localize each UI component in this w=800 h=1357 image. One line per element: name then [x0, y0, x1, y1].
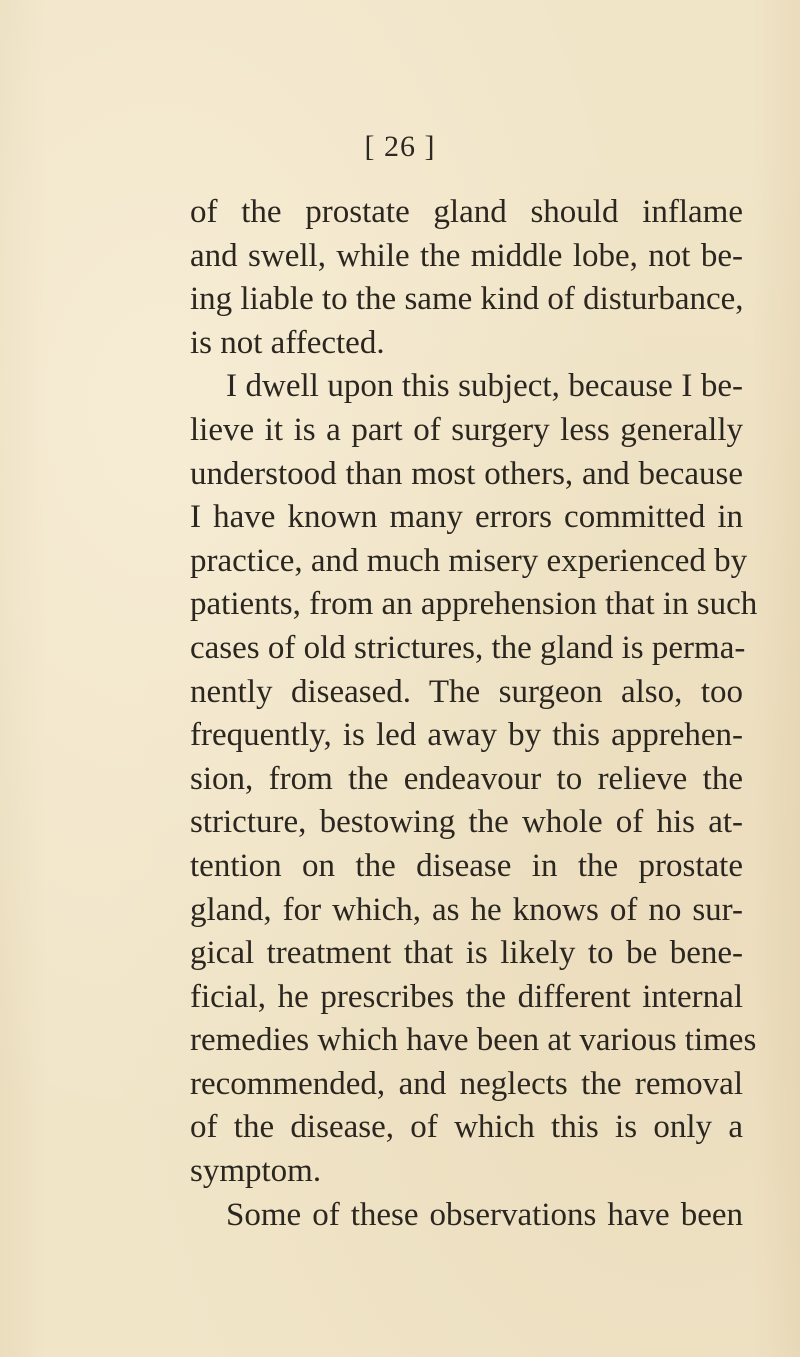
- text-line: lieve it is a part of surgery less generally: [190, 411, 743, 448]
- text-line: sion, from the endeavour to relieve the: [190, 760, 743, 797]
- text-line: I dwell upon this subject, because I be-: [226, 368, 743, 405]
- page-number: [ 26 ]: [364, 130, 436, 163]
- text-line: I have known many errors committed in: [190, 499, 743, 536]
- text-line: ing liable to the same kind of disturbance,: [190, 281, 744, 318]
- text-line: patients, from an apprehension that in such: [190, 586, 758, 623]
- text-line: Some of these observations have been: [226, 1196, 743, 1233]
- text-line: and swell, while the middle lobe, not be-: [190, 237, 743, 274]
- text-line: is not affected.: [190, 324, 385, 361]
- text-line: gical treatment that is likely to be bene-: [190, 935, 743, 972]
- text-line: of the disease, of which this is only a: [190, 1109, 743, 1146]
- text-line: recommended, and neglects the removal: [190, 1065, 743, 1102]
- text-line: of the prostate gland should inflame: [190, 194, 743, 230]
- body-text: [190, 191, 758, 1237]
- text-line: remedies which have been at various times: [190, 1022, 757, 1059]
- text-line: ficial, he prescribes the different internal: [190, 978, 743, 1015]
- text-line: symptom.: [190, 1153, 322, 1190]
- text-line: gland, for which, as he knows of no sur-: [190, 891, 743, 928]
- paragraph-3: [190, 1194, 743, 1238]
- text-line: practice, and much misery experienced by: [190, 542, 748, 579]
- text-line: tention on the disease in the prostate: [190, 847, 743, 884]
- text-line: nently diseased. The surgeon also, too: [190, 673, 743, 710]
- text-line: cases of old strictures, the gland is perma-: [190, 629, 746, 666]
- paragraph-2: [190, 365, 758, 1193]
- paragraph-1: [190, 191, 743, 365]
- text-line: stricture, bestowing the whole of his at-: [190, 804, 743, 841]
- text-line: understood than most others, and because: [190, 455, 743, 492]
- text-line: frequently, is led away by this apprehen-: [190, 717, 743, 754]
